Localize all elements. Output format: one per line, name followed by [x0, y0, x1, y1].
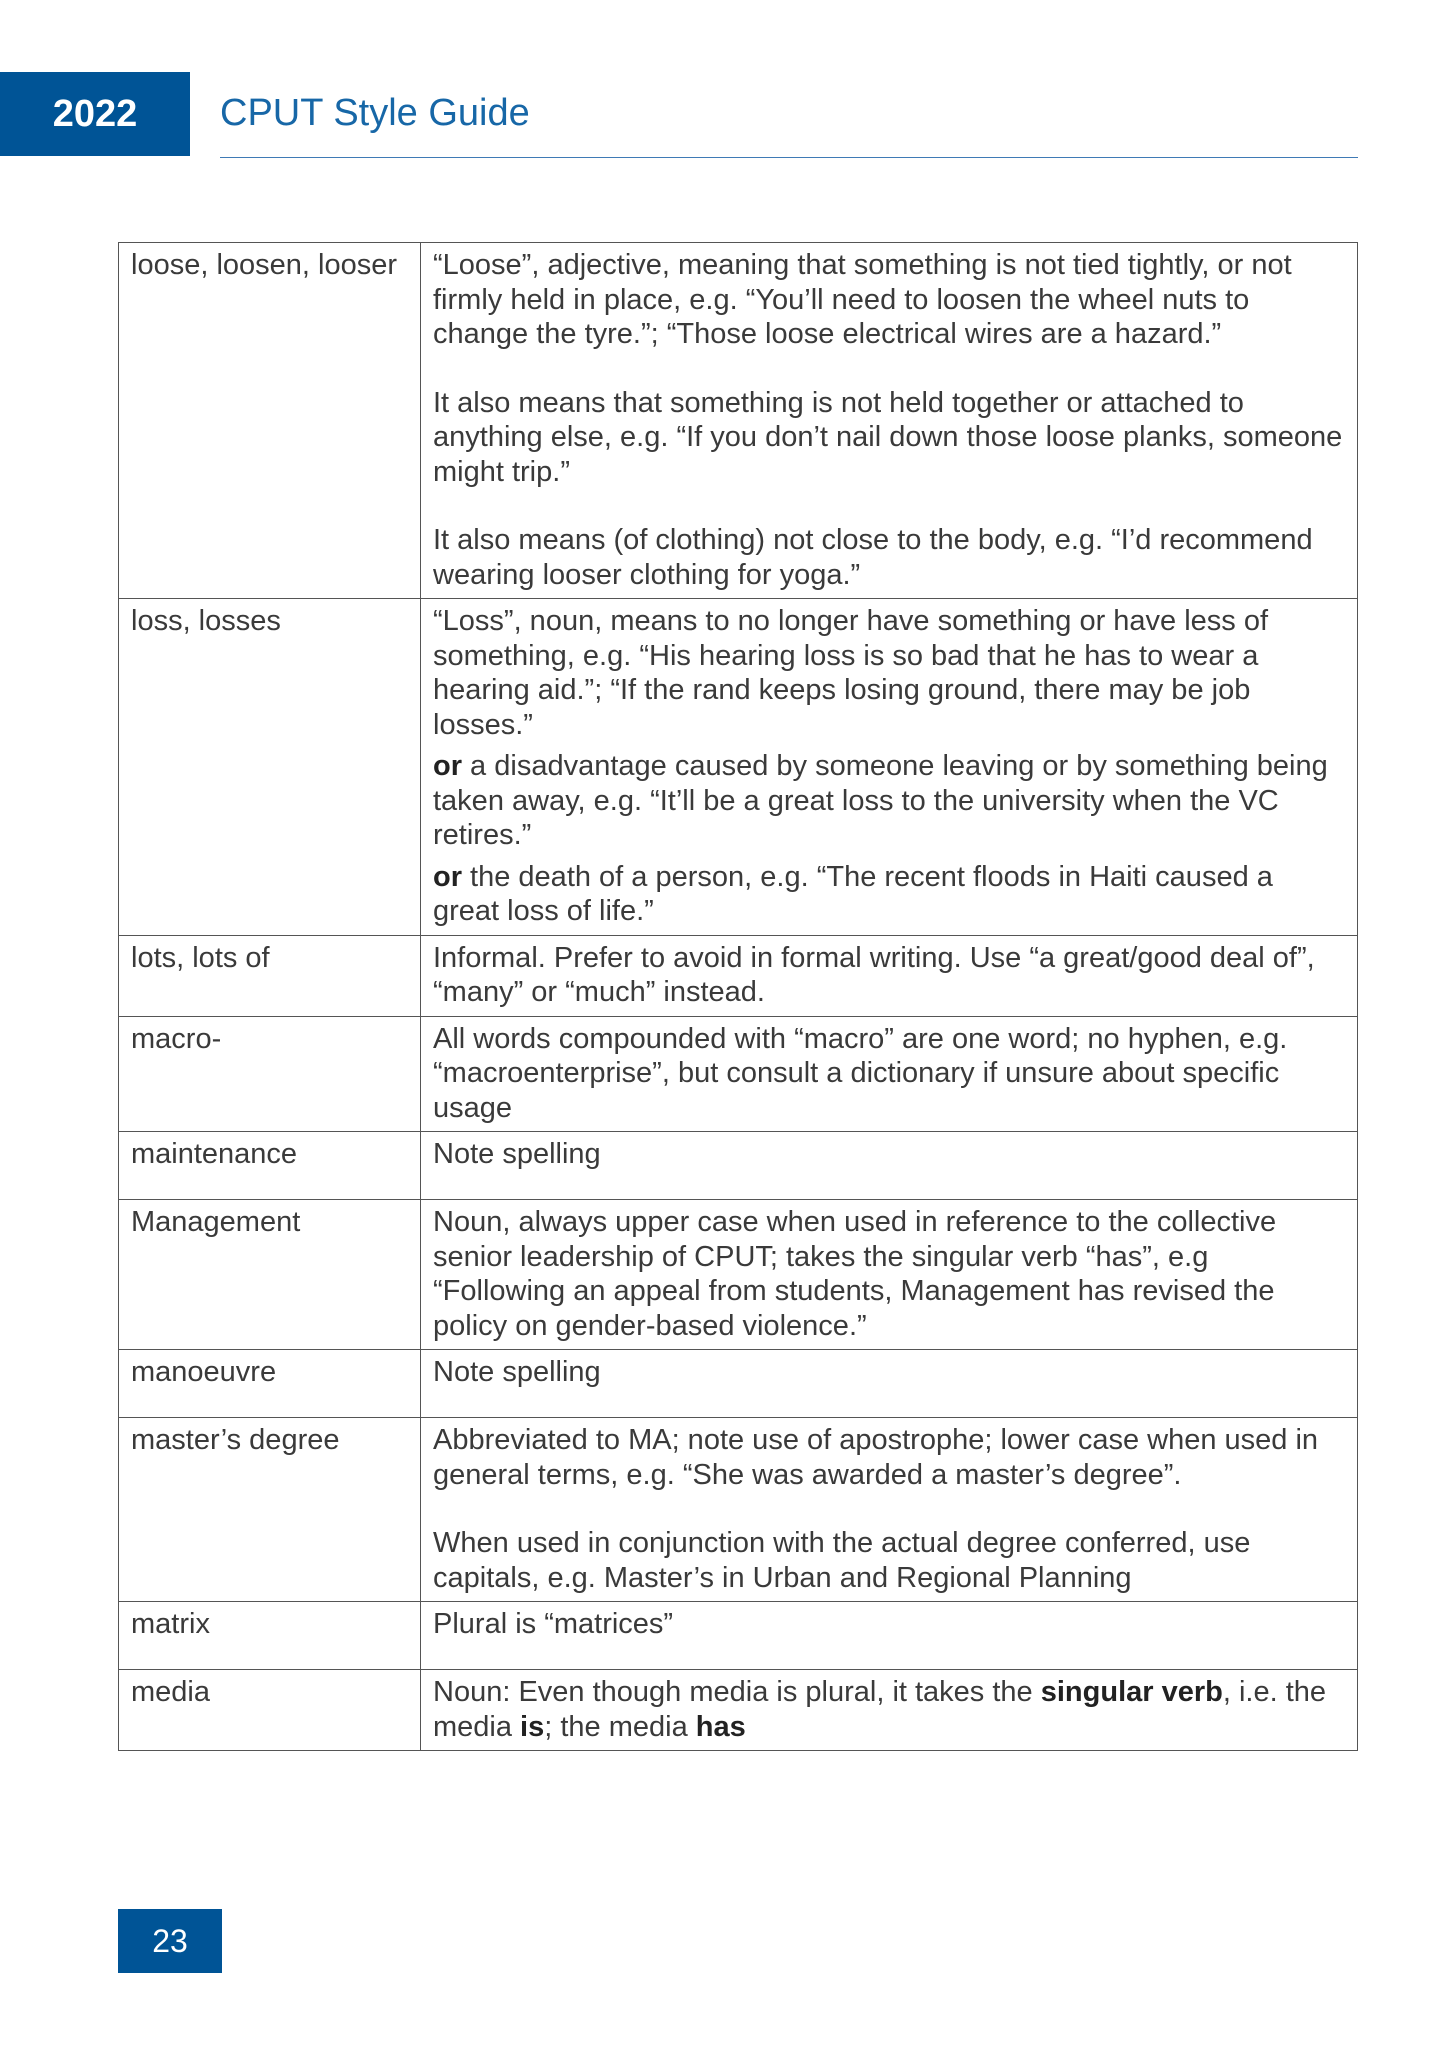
- table-row: [119, 1132, 1358, 1200]
- definition-paragraph: It also means (of clothing) not close to the body, e.g. “I’d recommend wearing looser clothing for yoga.”: [433, 524, 1313, 591]
- definition-cell: [421, 1016, 1358, 1132]
- definition-paragraph: [433, 860, 1345, 929]
- table-row: [119, 243, 1358, 599]
- table-row: [119, 1670, 1358, 1751]
- definition-paragraph: Informal. Prefer to avoid in formal writing. Use “a great/good deal of”, “many” or “much” instead.: [433, 941, 1315, 1008]
- term-cell: matrix: [119, 1602, 421, 1670]
- definition-paragraph: “Loose”, adjective, meaning that something is not tied tightly, or not firmly held in place, e.g. “You’ll need to loosen the wheel nuts to change the tyre.”; “Those loose electrical wires are a hazard.”: [433, 249, 1292, 350]
- style-guide-table: [118, 242, 1358, 1751]
- header-divider: [220, 157, 1358, 158]
- definition-cell: [421, 1350, 1358, 1418]
- definition-cell: [421, 243, 1358, 599]
- term-cell: loose, loosen, looser: [119, 243, 421, 599]
- definition-paragraph: Abbreviated to MA; note use of apostrophe; lower case when used in general terms, e.g. “She was awarded a master’s degree”.: [433, 1424, 1319, 1491]
- definition-paragraph: Plural is “matrices”: [433, 1608, 674, 1640]
- definition-paragraph: [433, 749, 1345, 853]
- document-title: CPUT Style Guide: [220, 92, 530, 134]
- year-badge: 2022: [0, 72, 190, 156]
- bold-keyword: has: [695, 1710, 746, 1743]
- term-cell: maintenance: [119, 1132, 421, 1200]
- table-row: [119, 1602, 1358, 1670]
- term-cell: manoeuvre: [119, 1350, 421, 1418]
- definition-text: a disadvantage caused by someone leaving or by something being taken away, e.g. “It’ll be a great loss to the university when the VC retires.”: [433, 750, 1328, 851]
- term-cell: lots, lots of: [119, 935, 421, 1016]
- definition-cell: [421, 1418, 1358, 1602]
- definition-paragraph: All words compounded with “macro” are one word; no hyphen, e.g. “macroenterprise”, but consult a dictionary if unsure about specific usage: [433, 1022, 1288, 1124]
- term-cell: Management: [119, 1200, 421, 1350]
- definition-cell: [421, 599, 1358, 936]
- definition-paragraph: Note spelling: [433, 1138, 601, 1170]
- definition-cell: [421, 1132, 1358, 1200]
- bold-keyword: singular verb: [1040, 1676, 1223, 1708]
- bold-keyword: or: [433, 860, 462, 893]
- term-cell: loss, losses: [119, 599, 421, 936]
- definition-text: ; the media: [544, 1710, 696, 1743]
- definition-paragraph: [433, 1675, 1345, 1744]
- table-row: [119, 935, 1358, 1016]
- term-cell: master’s degree: [119, 1418, 421, 1602]
- definition-paragraph: When used in conjunction with the actual degree conferred, use capitals, e.g. Master’s in Urban and Regional Planning: [433, 1527, 1251, 1594]
- definition-paragraph: Note spelling: [433, 1356, 601, 1388]
- bold-keyword: is: [520, 1710, 545, 1743]
- definition-text: the death of a person, e.g. “The recent floods in Haiti caused a great loss of life.”: [433, 860, 1273, 927]
- definition-paragraph: “Loss”, noun, means to no longer have something or have less of something, e.g. “His hearing loss is so bad that he has to wear a hearing aid.”; “If the rand keeps losing ground, there may be job losses.”: [433, 605, 1269, 741]
- definition-cell: [421, 1200, 1358, 1350]
- table-row: [119, 1016, 1358, 1132]
- definition-text: , i.e. the media: [433, 1676, 1327, 1743]
- table-row: [119, 1350, 1358, 1418]
- definition-cell: [421, 935, 1358, 1016]
- definition-cell: [421, 1602, 1358, 1670]
- definition-text: Noun: Even though media is plural, it takes the: [433, 1676, 1041, 1708]
- definition-paragraph: It also means that something is not held together or attached to anything else, e.g. “If you don’t nail down those loose planks, someone might trip.”: [433, 386, 1343, 488]
- definition-paragraph: Noun, always upper case when used in reference to the collective senior leadership of CPUT; takes the singular verb “has”, e.g “Following an appeal from students, Management has revised the policy on gender-based violence.”: [433, 1206, 1277, 1342]
- term-cell: macro-: [119, 1016, 421, 1132]
- table-row: [119, 1418, 1358, 1602]
- page-number: 23: [118, 1909, 222, 1973]
- table-row: [119, 599, 1358, 936]
- definition-cell: [421, 1670, 1358, 1751]
- term-cell: media: [119, 1670, 421, 1751]
- bold-keyword: or: [433, 750, 462, 782]
- table-row: [119, 1200, 1358, 1350]
